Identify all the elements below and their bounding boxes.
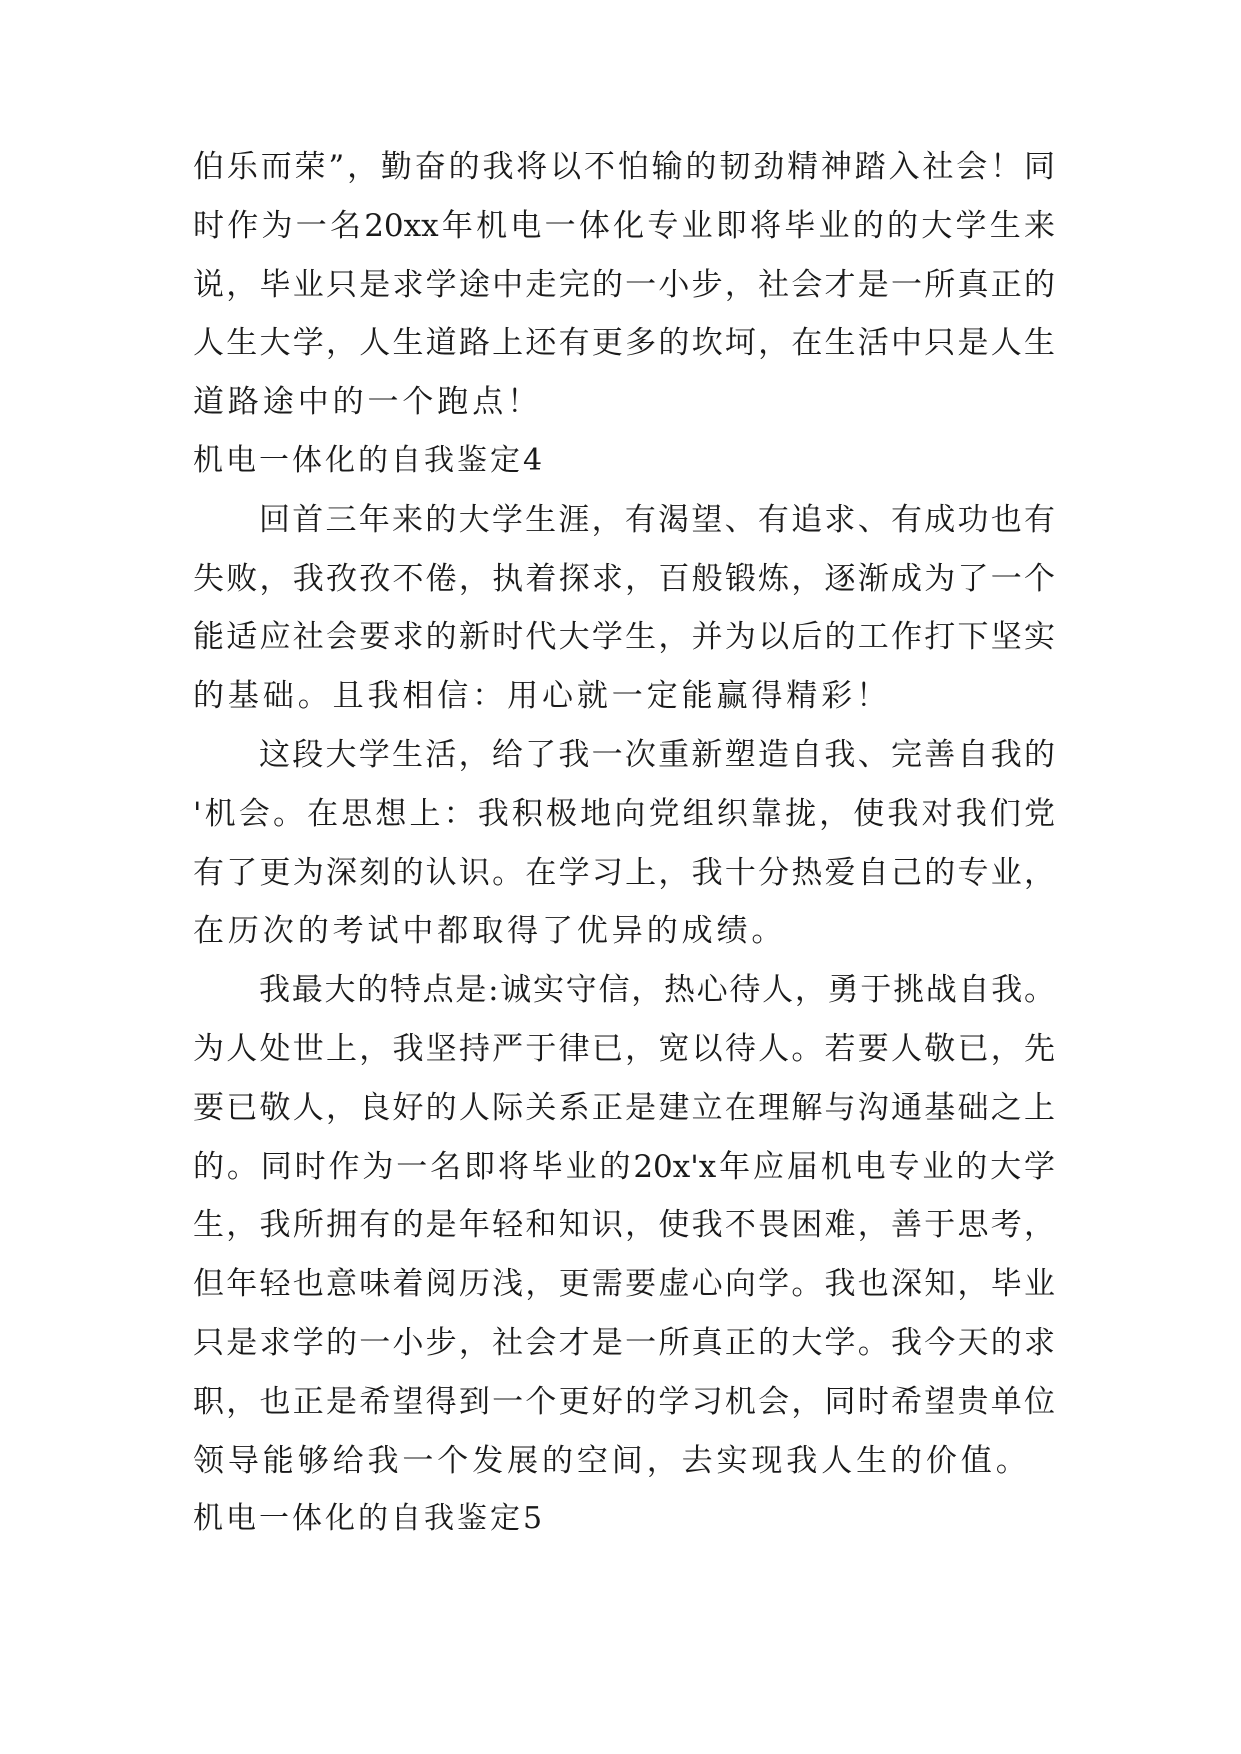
text-line: 人生大学，人生道路上还有更多的坎坷，在生活中只是人生: [193, 325, 1055, 362]
document-page: [193, 138, 1055, 1549]
paragraph: [193, 491, 1055, 726]
text-line: 这段大学生活，给了我一次重新塑造自我、完善自我的: [259, 736, 1055, 773]
paragraph: [193, 726, 1055, 961]
text-line: 说，毕业只是求学途中走完的一小步，社会才是一所真正的: [193, 266, 1055, 303]
paragraph: [193, 138, 1055, 432]
text-line: 只是求学的一小步，社会才是一所真正的大学。我今天的求: [193, 1324, 1055, 1361]
text-line: 要已敬人，良好的人际关系正是建立在理解与沟通基础之上: [193, 1089, 1055, 1126]
text-line: 有了更为深刻的认识。在学习上，我十分热爱自己的专业，: [193, 854, 1055, 891]
text-line: 时作为一名20xx年机电一体化专业即将毕业的的大学生来: [193, 207, 1055, 244]
section-heading: 机电一体化的自我鉴定4: [193, 442, 546, 478]
text-line: 领导能够给我一个发展的空间，去实现我人生的价值。: [193, 1442, 1031, 1479]
text-line: 回首三年来的大学生涯，有渴望、有追求、有成功也有: [259, 501, 1055, 538]
text-line: 伯乐而荣”，勤奋的我将以不怕输的韧劲精神踏入社会！同: [193, 149, 1055, 185]
text-line: 为人处世上，我坚持严于律已，宽以待人。若要人敬已，先: [193, 1030, 1055, 1067]
text-line: 我最大的特点是:诚实守信，热心待人，勇于挑战自我。: [259, 972, 1055, 1009]
section-heading: 机电一体化的自我鉴定5: [193, 1501, 546, 1537]
text-line: '机会。在思想上：我积极地向党组织靠拢，使我对我们党: [193, 795, 1055, 832]
text-line: 的基础。且我相信：用心就一定能赢得精彩！: [193, 678, 891, 715]
text-line: 但年轻也意味着阅历浅，更需要虚心向学。我也深知，毕业: [193, 1266, 1055, 1303]
text-line: 生，我所拥有的是年轻和知识，使我不畏困难，善于思考，: [193, 1207, 1055, 1244]
text-line: 失败，我孜孜不倦，执着探求，百般锻炼，逐渐成为了一个: [193, 560, 1055, 597]
paragraph: [193, 961, 1055, 1490]
text-line: 道路途中的一个跑点！: [193, 384, 542, 421]
text-line: 职，也正是希望得到一个更好的学习机会，同时希望贵单位: [193, 1383, 1055, 1420]
text-line: 在历次的考试中都取得了优异的成绩。: [193, 913, 787, 950]
text-line: 能适应社会要求的新时代大学生，并为以后的工作打下坚实: [193, 619, 1055, 656]
text-line: 的。同时作为一名即将毕业的20x'x年应届机电专业的大学: [193, 1148, 1055, 1185]
